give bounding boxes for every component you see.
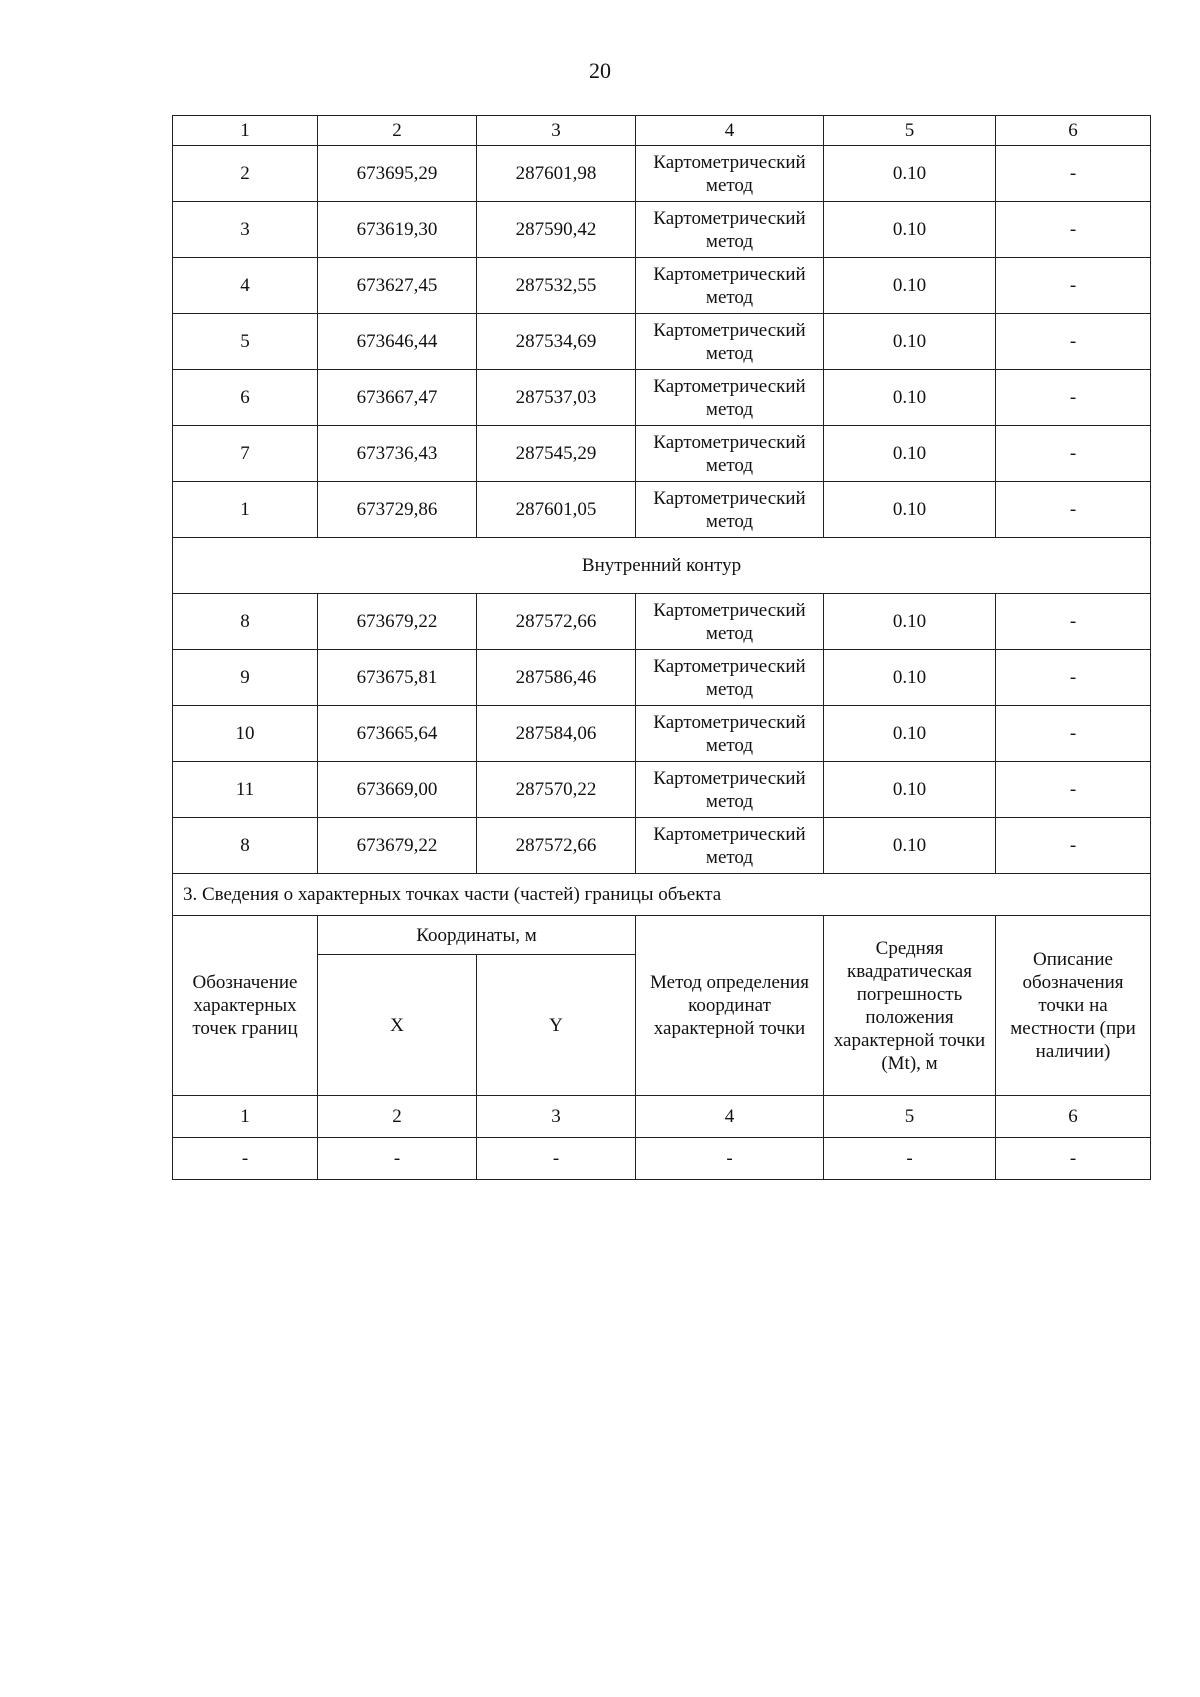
point-row bbox=[173, 482, 1151, 538]
empty-cell: - bbox=[318, 1138, 477, 1180]
point-description: - bbox=[996, 314, 1151, 370]
empty-cell: - bbox=[173, 1138, 318, 1180]
mean-error: 0.10 bbox=[824, 314, 996, 370]
empty-cell: - bbox=[824, 1138, 996, 1180]
coord-x: 673675,81 bbox=[318, 650, 477, 706]
column-number: 2 bbox=[318, 1096, 477, 1138]
mean-error: 0.10 bbox=[824, 818, 996, 874]
mean-error: 0.10 bbox=[824, 258, 996, 314]
point-description: - bbox=[996, 482, 1151, 538]
coord-y: 287572,66 bbox=[477, 818, 636, 874]
point-number: 11 bbox=[173, 762, 318, 818]
point-number: 2 bbox=[173, 146, 318, 202]
header-description: Описание обозначения точки на местности (при наличии) bbox=[996, 916, 1151, 1096]
coordinates-table bbox=[172, 115, 1151, 1180]
column-number: 4 bbox=[636, 116, 824, 146]
header-y: Y bbox=[477, 955, 636, 1096]
column-number: 4 bbox=[636, 1096, 824, 1138]
point-row bbox=[173, 146, 1151, 202]
inner-contour-row bbox=[173, 538, 1151, 594]
header-x: X bbox=[318, 955, 477, 1096]
point-number: 10 bbox=[173, 706, 318, 762]
point-row bbox=[173, 650, 1151, 706]
point-description: - bbox=[996, 258, 1151, 314]
empty-cell: - bbox=[996, 1138, 1151, 1180]
section-3-title: 3. Сведения о характерных точках части (частей) границы объекта bbox=[173, 874, 1151, 916]
point-number: 5 bbox=[173, 314, 318, 370]
column-number: 1 bbox=[173, 116, 318, 146]
coord-y: 287601,98 bbox=[477, 146, 636, 202]
point-description: - bbox=[996, 146, 1151, 202]
column-number: 5 bbox=[824, 116, 996, 146]
point-number: 1 bbox=[173, 482, 318, 538]
section-3-empty-row bbox=[173, 1138, 1151, 1180]
empty-cell: - bbox=[636, 1138, 824, 1180]
point-row bbox=[173, 426, 1151, 482]
inner-contour-label: Внутренний контур bbox=[173, 538, 1151, 594]
point-number: 7 bbox=[173, 426, 318, 482]
column-number: 3 bbox=[477, 1096, 636, 1138]
point-description: - bbox=[996, 818, 1151, 874]
column-number: 6 bbox=[996, 1096, 1151, 1138]
mean-error: 0.10 bbox=[824, 706, 996, 762]
section-3-column-number-row bbox=[173, 1096, 1151, 1138]
header-coordinates: Координаты, м bbox=[318, 916, 636, 955]
page-number: 20 bbox=[589, 58, 611, 83]
column-number-row bbox=[173, 116, 1151, 146]
coord-x: 673679,22 bbox=[318, 818, 477, 874]
mean-error: 0.10 bbox=[824, 146, 996, 202]
mean-error: 0.10 bbox=[824, 594, 996, 650]
method: Картометрический метод bbox=[636, 426, 824, 482]
coord-x: 673729,86 bbox=[318, 482, 477, 538]
point-row bbox=[173, 258, 1151, 314]
coord-x: 673667,47 bbox=[318, 370, 477, 426]
coord-y: 287586,46 bbox=[477, 650, 636, 706]
coord-y: 287601,05 bbox=[477, 482, 636, 538]
coord-y: 287545,29 bbox=[477, 426, 636, 482]
method: Картометрический метод bbox=[636, 258, 824, 314]
coord-x: 673665,64 bbox=[318, 706, 477, 762]
empty-cell: - bbox=[477, 1138, 636, 1180]
coord-x: 673695,29 bbox=[318, 146, 477, 202]
column-number: 3 bbox=[477, 116, 636, 146]
column-number: 2 bbox=[318, 116, 477, 146]
point-description: - bbox=[996, 202, 1151, 258]
coord-y: 287570,22 bbox=[477, 762, 636, 818]
point-number: 3 bbox=[173, 202, 318, 258]
method: Картометрический метод bbox=[636, 482, 824, 538]
mean-error: 0.10 bbox=[824, 650, 996, 706]
coord-x: 673736,43 bbox=[318, 426, 477, 482]
coord-y: 287537,03 bbox=[477, 370, 636, 426]
point-description: - bbox=[996, 706, 1151, 762]
coord-x: 673646,44 bbox=[318, 314, 477, 370]
point-row bbox=[173, 314, 1151, 370]
coord-x: 673627,45 bbox=[318, 258, 477, 314]
header-method: Метод определения координат характерной точки bbox=[636, 916, 824, 1096]
column-number: 5 bbox=[824, 1096, 996, 1138]
coord-y: 287584,06 bbox=[477, 706, 636, 762]
coord-x: 673669,00 bbox=[318, 762, 477, 818]
coordinates-table-body bbox=[173, 116, 1151, 1180]
coord-y: 287590,42 bbox=[477, 202, 636, 258]
coord-y: 287532,55 bbox=[477, 258, 636, 314]
coord-y: 287534,69 bbox=[477, 314, 636, 370]
point-number: 9 bbox=[173, 650, 318, 706]
section-3-title-row bbox=[173, 874, 1151, 916]
point-description: - bbox=[996, 762, 1151, 818]
point-number: 4 bbox=[173, 258, 318, 314]
mean-error: 0.10 bbox=[824, 762, 996, 818]
method: Картометрический метод bbox=[636, 650, 824, 706]
method: Картометрический метод bbox=[636, 762, 824, 818]
coord-x: 673619,30 bbox=[318, 202, 477, 258]
point-row bbox=[173, 370, 1151, 426]
mean-error: 0.10 bbox=[824, 482, 996, 538]
mean-error: 0.10 bbox=[824, 426, 996, 482]
point-row bbox=[173, 818, 1151, 874]
point-number: 8 bbox=[173, 594, 318, 650]
method: Картометрический метод bbox=[636, 146, 824, 202]
coord-x: 673679,22 bbox=[318, 594, 477, 650]
method: Картометрический метод bbox=[636, 202, 824, 258]
method: Картометрический метод bbox=[636, 594, 824, 650]
method: Картометрический метод bbox=[636, 314, 824, 370]
point-number: 6 bbox=[173, 370, 318, 426]
column-number: 6 bbox=[996, 116, 1151, 146]
point-number: 8 bbox=[173, 818, 318, 874]
point-description: - bbox=[996, 650, 1151, 706]
point-row bbox=[173, 706, 1151, 762]
point-description: - bbox=[996, 370, 1151, 426]
header-mean-error: Средняя квадратическая погрешность положения характерной точки (Mt), м bbox=[824, 916, 996, 1096]
mean-error: 0.10 bbox=[824, 370, 996, 426]
point-description: - bbox=[996, 594, 1151, 650]
header-designation: Обозначение характерных точек границ bbox=[173, 916, 318, 1096]
point-description: - bbox=[996, 426, 1151, 482]
section-3-header-row bbox=[173, 916, 1151, 955]
method: Картометрический метод bbox=[636, 818, 824, 874]
mean-error: 0.10 bbox=[824, 202, 996, 258]
method: Картометрический метод bbox=[636, 370, 824, 426]
column-number: 1 bbox=[173, 1096, 318, 1138]
point-row bbox=[173, 594, 1151, 650]
point-row bbox=[173, 762, 1151, 818]
method: Картометрический метод bbox=[636, 706, 824, 762]
coord-y: 287572,66 bbox=[477, 594, 636, 650]
point-row bbox=[173, 202, 1151, 258]
